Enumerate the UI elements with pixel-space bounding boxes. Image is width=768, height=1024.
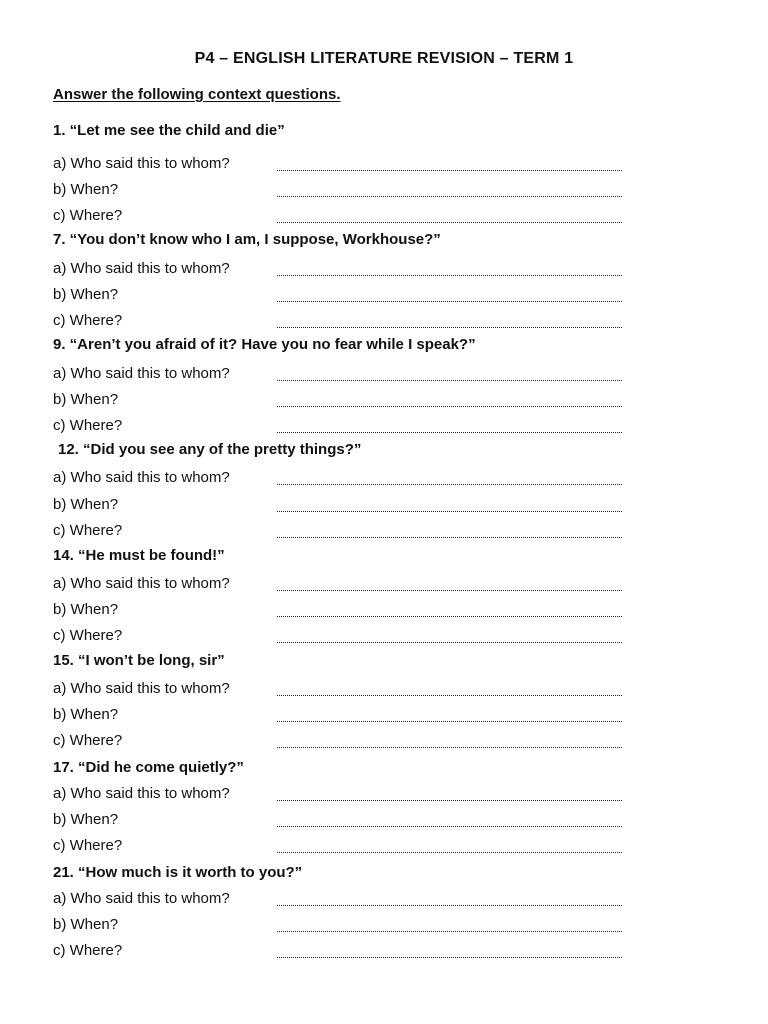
question-1-row-when (53, 181, 623, 201)
row-label-where: c) Where? (53, 732, 123, 749)
question-1-row-who (53, 155, 623, 175)
page-title: P4 – ENGLISH LITERATURE REVISION – TERM 1 (194, 50, 574, 67)
row-label-where: c) Where? (53, 522, 123, 539)
row-label-who: a) Who said this to whom? (53, 680, 230, 697)
question-17-row-where (53, 837, 623, 857)
question-14-row-when (53, 601, 623, 621)
row-label-when: b) When? (53, 286, 119, 303)
question-12-row-where (53, 522, 623, 542)
row-label-where: c) Where? (53, 312, 123, 329)
answer-line[interactable] (277, 642, 622, 643)
question-9-row-where (53, 417, 623, 437)
answer-line[interactable] (277, 590, 622, 591)
question-21-text: 21. “How much is it worth to you?” (53, 864, 303, 881)
question-17-text: 17. “Did he come quietly?” (53, 759, 244, 776)
row-label-when: b) When? (53, 391, 119, 408)
row-label-where: c) Where? (53, 942, 123, 959)
answer-line[interactable] (277, 616, 622, 617)
question-17-row-when (53, 811, 623, 831)
answer-line[interactable] (277, 695, 622, 696)
row-label-who: a) Who said this to whom? (53, 260, 230, 277)
question-15-row-who (53, 680, 623, 700)
row-label-who: a) Who said this to whom? (53, 469, 230, 486)
answer-line[interactable] (277, 511, 622, 512)
answer-line[interactable] (277, 537, 622, 538)
answer-line[interactable] (277, 852, 622, 853)
row-label-where: c) Where? (53, 417, 123, 434)
question-7-row-when (53, 286, 623, 306)
question-9-row-when (53, 391, 623, 411)
question-9-text: 9. “Aren’t you afraid of it? Have you no fear while I speak?” (53, 336, 476, 353)
question-15-row-where (53, 732, 623, 752)
row-label-when: b) When? (53, 916, 119, 933)
question-15-row-when (53, 706, 623, 726)
answer-line[interactable] (277, 800, 622, 801)
question-7-text: 7. “You don’t know who I am, I suppose, Workhouse?” (53, 231, 441, 248)
answer-line[interactable] (277, 747, 622, 748)
question-21-row-when (53, 916, 623, 936)
answer-line[interactable] (277, 170, 622, 171)
answer-line[interactable] (277, 327, 622, 328)
answer-line[interactable] (277, 222, 622, 223)
answer-line[interactable] (277, 406, 622, 407)
row-label-who: a) Who said this to whom? (53, 785, 230, 802)
row-label-where: c) Where? (53, 627, 123, 644)
answer-line[interactable] (277, 275, 622, 276)
row-label-who: a) Who said this to whom? (53, 365, 230, 382)
question-12-text: 12. “Did you see any of the pretty things?” (58, 441, 362, 458)
question-14-text: 14. “He must be found!” (53, 547, 225, 564)
question-7-row-who (53, 260, 623, 280)
answer-line[interactable] (277, 931, 622, 932)
answer-line[interactable] (277, 957, 622, 958)
question-14-row-who (53, 575, 623, 595)
row-label-who: a) Who said this to whom? (53, 890, 230, 907)
answer-line[interactable] (277, 196, 622, 197)
row-label-where: c) Where? (53, 837, 123, 854)
answer-line[interactable] (277, 721, 622, 722)
answer-line[interactable] (277, 380, 622, 381)
answer-line[interactable] (277, 432, 622, 433)
row-label-when: b) When? (53, 181, 119, 198)
row-label-where: c) Where? (53, 207, 123, 224)
question-15-text: 15. “I won’t be long, sir” (53, 652, 225, 669)
question-9-row-who (53, 365, 623, 385)
answer-line[interactable] (277, 826, 622, 827)
row-label-when: b) When? (53, 601, 119, 618)
row-label-who: a) Who said this to whom? (53, 155, 230, 172)
answer-line[interactable] (277, 484, 622, 485)
answer-line[interactable] (277, 301, 622, 302)
row-label-when: b) When? (53, 496, 119, 513)
row-label-when: b) When? (53, 706, 119, 723)
row-label-who: a) Who said this to whom? (53, 575, 230, 592)
question-21-row-who (53, 890, 623, 910)
question-14-row-where (53, 627, 623, 647)
question-12-row-who (53, 469, 623, 489)
row-label-when: b) When? (53, 811, 119, 828)
question-12-row-when (53, 496, 623, 516)
question-21-row-where (53, 942, 623, 962)
question-17-row-who (53, 785, 623, 805)
instruction-heading: Answer the following context questions. (53, 86, 341, 103)
question-1-row-where (53, 207, 623, 227)
answer-line[interactable] (277, 905, 622, 906)
question-7-row-where (53, 312, 623, 332)
question-1-text: 1. “Let me see the child and die” (53, 122, 285, 139)
